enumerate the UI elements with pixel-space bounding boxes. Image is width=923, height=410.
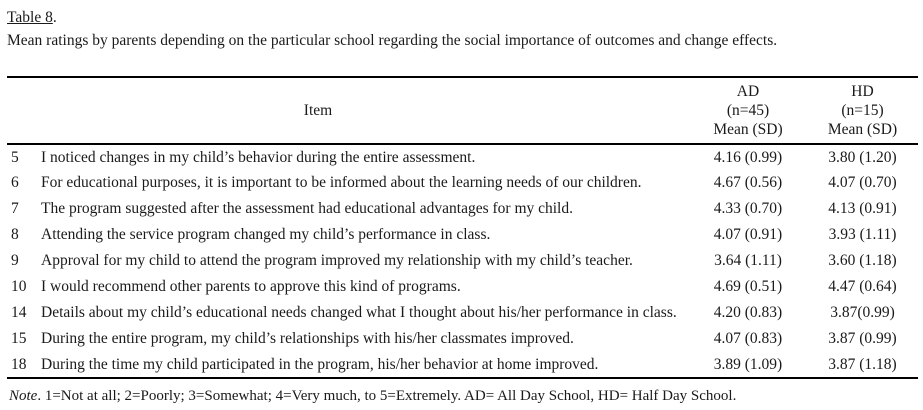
ad-value: 3.64 (1.11) (714, 252, 782, 269)
table-row (7, 300, 918, 326)
ad-column-header (689, 77, 807, 144)
item-text: Attending the service program changed my child’s performance in class. (41, 226, 491, 243)
hd-n-label: (n=15) (841, 102, 884, 119)
hd-value: 4.13 (0.91) (828, 200, 897, 217)
ad-stat-label: Mean (SD) (713, 121, 783, 138)
ad-value: 4.67 (0.56) (713, 174, 783, 191)
ad-value: 4.69 (0.51) (713, 278, 783, 295)
table-number-period: . (52, 9, 57, 26)
table-row (7, 326, 918, 352)
ad-value: 4.20 (0.83) (713, 304, 783, 321)
item-text: The program suggested after the assessment had educational advantages for my child. (41, 200, 573, 217)
table-number-caption (7, 8, 918, 27)
table-row (7, 144, 918, 170)
ad-n-label: (n=45) (726, 102, 770, 119)
ad-value: 3.89 (1.09) (713, 355, 783, 373)
item-number: 10 (11, 278, 27, 295)
hd-stat-label: Mean (SD) (827, 121, 898, 138)
table-number: Table 8 (7, 9, 53, 26)
table-header (7, 77, 918, 144)
hd-value: 4.07 (0.70) (828, 174, 897, 191)
note-label: Note (9, 388, 38, 404)
item-column-header: Item (303, 101, 333, 119)
table-row (7, 274, 918, 300)
table-row (7, 196, 918, 222)
table-row (7, 170, 918, 196)
hd-column-header (807, 77, 918, 144)
hd-value: 3.87 (1.18) (828, 355, 897, 373)
ad-value: 4.07 (0.83) (713, 330, 783, 347)
hd-value: 3.87(0.99) (830, 304, 895, 321)
item-number: 5 (11, 148, 19, 166)
item-text: For educational purposes, it is important to be informed about the learning needs of our children. (41, 174, 642, 191)
note-text: . 1=Not at all; 2=Poorly; 3=Somewhat; 4=Very much, to 5=Extremely. AD= All Day School, HD= Half Day School. (37, 388, 737, 404)
table-title: Mean ratings by parents depending on the particular school regarding the social importance of outcomes and change effects. (7, 32, 778, 49)
item-text: I would recommend other parents to approve this kind of programs. (41, 278, 461, 295)
table-row (7, 352, 918, 378)
item-number: 6 (11, 174, 19, 191)
item-number: 7 (11, 200, 19, 217)
item-number: 15 (11, 330, 27, 347)
item-text: I noticed changes in my child’s behavior during the entire assessment. (41, 148, 476, 166)
hd-value: 3.93 (1.11) (828, 226, 897, 243)
table-body (7, 144, 918, 378)
hd-value: 3.87 (0.99) (828, 330, 897, 347)
item-number: 8 (11, 226, 19, 243)
table-note (9, 387, 918, 406)
item-number: 14 (11, 304, 27, 321)
item-text: During the entire program, my child’s relationships with his/her classmates improved. (41, 330, 574, 347)
ad-value: 4.07 (0.91) (713, 226, 783, 243)
table-row (7, 222, 918, 248)
ad-value: 4.33 (0.70) (713, 200, 783, 217)
hd-value: 3.80 (1.20) (828, 148, 897, 166)
hd-value: 4.47 (0.64) (828, 278, 897, 295)
item-number: 18 (11, 355, 27, 373)
ad-group-label: AD (736, 83, 760, 100)
item-text: Approval for my child to attend the program improved my relationship with my child’s teacher. (41, 252, 633, 269)
item-text: Details about my child’s educational needs changed what I thought about his/her performance in class. (41, 304, 677, 321)
ratings-table (7, 76, 918, 379)
table-row (7, 248, 918, 274)
hd-value: 3.60 (1.18) (828, 252, 897, 269)
item-number: 9 (11, 252, 19, 269)
ad-value: 4.16 (0.99) (713, 148, 783, 166)
hd-group-label: HD (851, 83, 874, 100)
item-text: During the time my child participated in the program, his/her behavior at home improved. (41, 355, 599, 373)
